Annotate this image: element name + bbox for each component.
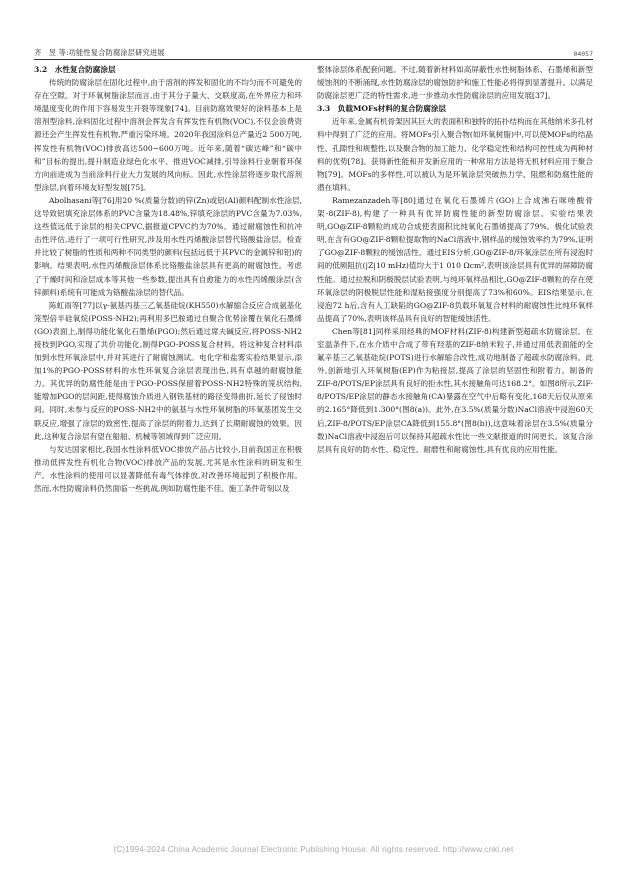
paragraph-continued: 整体涂层体系配套问题。不过,随着新材料如高屏蔽性水性树脂体系、石墨烯和新型缓蚀剂的不断涌现,水性防腐涂层的腐蚀防护和施工性能必将得到显著提升。以满足防腐涂层更广泛的特性需求,进一步推动水性防腐涂层的应用发展[37]。: [317, 65, 593, 101]
paragraph: 传统的防腐涂层在固化过程中,由于溶剂的挥发和固化的不均匀而不可避免的存在空隙。对于环氧树脂涂层而言,由于其分子量大、交联度高,在外界应力和环境温度变化的作用下容易发生开裂等现象[74]。目前防腐效果好的涂料基本上是溶剂型涂料,涂料固化过程中溶剂会挥发含有挥发性有机物(VOC),不仅会浪费资源还会产生挥发性有机物,严重污染环境。2020年我国涂料总产量近2 500万吨,挥发性有机物(VOC)排放高达500~600万吨。近年来,随着“碳达峰”和“碳中和”目标的提出,提升制造业绿色化水平、推进VOC减排,引导涂料行业朝着环保方向前进成为当前涂料行业大力发展的风向标。因此,水性涂层将逐步取代溶剂型涂层,向着环境友好型发展[75]。: [34, 78, 303, 192]
paragraph: Abolhasani等[76]用20 %(质量分数)的锌(Zn)或铝(Al)颜料配制水性涂层,这导致铝填充涂层体系的PVC含量为18.48%,锌填充涂层的PVC含量为7.03%,这些值远低于涂层的相关CPVC,据报道CPVC约为70%。通过耐腐蚀性和抗冲击性评估,进行了一项可行性研究,涉及用水性丙烯酸涂层替代铬酸盐涂层。检查并比较了树脂的性质和两种不同类型的颜料(包括远低于其PVC的金属锌和铝)的影响。结果表明,水性丙烯酸涂层体系比铬酸盐涂层具有更高的耐腐蚀性。考虑了干燥时间和涂层成本等其他一些参数,提出具有自愈能力的水性丙烯酸涂层(含锌颜料)系统有可能成为铬酸盐涂层的替代品。: [34, 195, 302, 297]
running-header: [34, 44, 593, 58]
copyright-footer: (C)1994-2024 China Academic Journal Electronic Publishing House. All rights reserved. http://www.cnki.net: [113, 845, 514, 854]
section-heading-3-3: 3.3 负载MOFs材料的复合防腐涂层: [317, 104, 447, 114]
paragraph: Chen等[81]同样采用经典的MOF材料(ZIF-8)构建新型超疏水防腐涂层。在室温条件下,在水介质中合成了带有羟基的ZIF-8纳米粒子,并通过用低表面能的全氟辛基三乙氧基硅烷(POTS)进行水解缩合改性,成功地制备了超疏水防腐涂料。此外,创新地引入环氧树脂(EP)作为粘接层,提高了涂层的坚固性和附着力。制备的ZIF-8/POTS/EP涂层具有良好的拒水性,其水接触角可达168.2°。如图8所示,ZIF-8/POTS/EP涂层的静态水接触角(CA)暴露在空气中后略有变化,168天后仅从原来的2.165°降低到1.300°(图8(a))。此外,在3.5%(质量分数)NaCl溶液中浸泡60天后,ZIF-8/POTS/EP涂层CA降低到155.8°(图8(b)),这意味着涂层在3.5%(质量分数)NaCl溶液中浸泡后可以保持其超疏水性比一些文献报道的时间更长。该复合涂层具有良好的防水性、稳定性、耐磨性和耐腐蚀性,具有优良的应用性能。: [317, 326, 593, 454]
paragraph: 陈虹雨等[77]以γ-氨基丙基三乙氧基硅烷(KH550)水解缩合反应合成氨基化笼型倍半硅氧烷(POSS-NH2);再利用多巴胺通过自聚合优势涂覆在氧化石墨烯(GO)表面上,制得功能化氧化石墨烯(PGO);然后通过席夫碱反应,将POSS-NH2接枝到PGO,实现了共价功能化,制得PGO-POSS复合材料。将这种复合材料添加到水性环氧涂层中,并对其进行了耐腐蚀测试。电化学和盐雾实验结果显示,添加1%的PGO-POSS材料的水性环氧复合涂层表现出色,具有卓越的耐腐蚀能力。其优异的防腐性能是由于PGO-POSS保留着POSS-NH2特殊的笼状结构,能增加PGO的层间距,使得腐蚀介质进入钢铁基材的路径变得曲折,延长了侵蚀时间。同时,未参与反应的POSS-NH2中的氨基与水性环氧树脂的环氧基团发生交联反应,增强了涂层的致密性,提高了涂层的附着力,达到了长期耐腐蚀的效果。因此,这种复合涂层有望在船舶、机械等领域得到广泛应用。: [34, 300, 302, 441]
left-column: [34, 63, 302, 495]
section-heading-3-2: 3.2 水性复合防腐涂层: [34, 65, 116, 74]
header-rule: [34, 59, 593, 60]
right-column: [317, 63, 593, 456]
header-page-number: 04057: [573, 50, 593, 58]
paragraph: 近年来,金属有机骨架因其巨大的表面积和独特的拓扑结构而在其他纳米多孔材料中得到了广泛的应用。将MOFs引入聚合物(如环氧树脂)中,可以使MOFs的结晶性、孔隙性和规整性,以及聚合物的加工能力、化学稳定性和结构可控性成为两种材料的优势[78]。获得新性能和开发新应用的一种常用方法是将无机材料应用于聚合物[79]。MOFs的多样性,可以被认为是环氧涂层突破热力学、阻燃和防腐性能的潜在填料。: [317, 117, 593, 192]
paragraph: 与发达国家相比,我国水性涂料低VOC排放产品占比较小,目前我国正在积极推动低挥发性有机化合物(VOC)排放产品的发展,尤其是水性涂料的研发和生产。水性涂料的使用可以显著降低有毒气体排放,对改善环境起到了积极作用。然而,水性防腐涂料仍然面临一些挑战,例如防腐性能不佳、施工条件苛刻以及: [34, 444, 302, 493]
header-authors-title: 齐 昱 等:功能性复合防腐涂层研究进展: [34, 48, 165, 57]
paragraph: Ramezanzadeh等[80]通过在氧化石墨烯片(GO)上合成沸石咪唑酸骨架-8(ZIF-8),构建了一种具有优异防腐性能的新型防腐涂层。实验结果表明,GO@ZIF-8颗粒的成功合成使表面积比纯氧化石墨烯提高了79%。极化试验表明,在含有GO@ZIF-8颗粒提取物的NaCl溶液中,钢样品的缓蚀效率约为79%,证明了GO@ZIF-8颗粒的缓蚀活性。通过EIS分析,GO@ZIF-8/环氧涂层在所有浸泡时间的低频阻抗(|Z|10 mHz)值均大于1 010 Ωcm²,表明该涂层具有优异的屏障防腐性能。通过拉脱和阴极脱层试验表明,与纯环氧样品相比,GO@ZIF-8颗粒的存在使环氧涂层的阴极脱层性能和湿粘接强度分别提高了73%和60%。EIS结果显示,在浸泡72 h后,含有人工缺陷的GO@ZIF-8负载环氧复合材料的耐腐蚀性比纯环氧样品提高了70%,表明该样品具有良好的智能缓蚀活性。: [317, 195, 593, 323]
